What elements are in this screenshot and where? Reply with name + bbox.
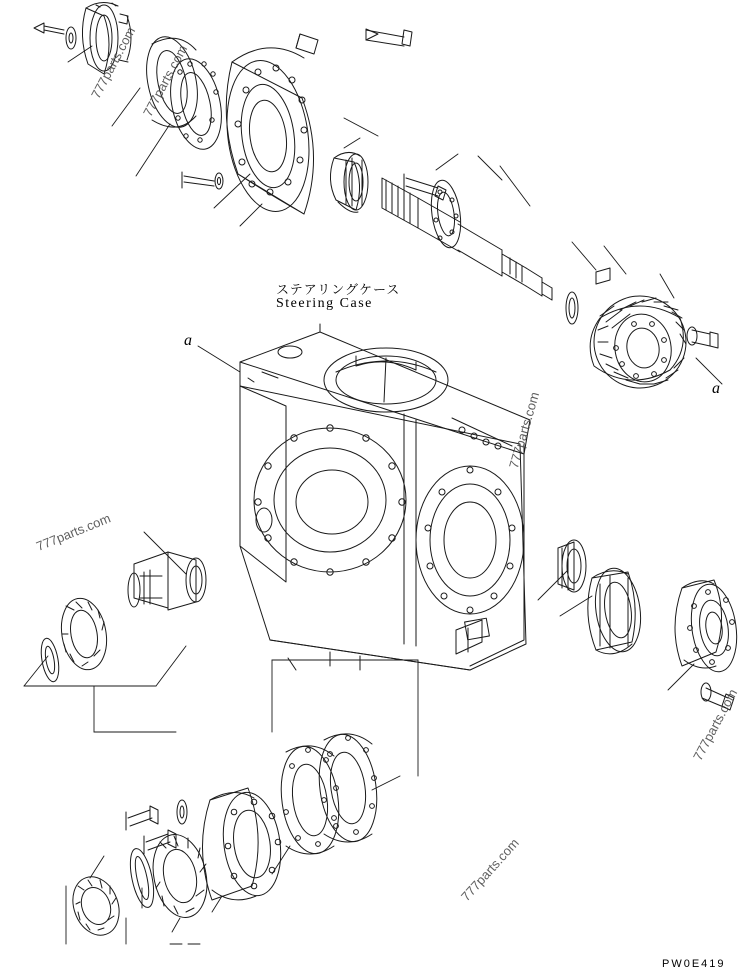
watermark-1: 777parts.com [88, 24, 139, 102]
bearing-cage-right [588, 565, 646, 654]
bearing-bottom [146, 830, 214, 923]
washer-bottom [177, 800, 187, 824]
watermark-3: 777parts.com [506, 390, 543, 471]
diagram-title-japanese: ステアリングケース [276, 283, 401, 298]
housing-cover-top [218, 34, 318, 217]
bearing-cup-right [558, 540, 586, 592]
washer-top-left [66, 27, 76, 49]
end-cover-right [675, 580, 742, 675]
spacer-shaft-right [596, 268, 610, 284]
diagram-title-english: Steering Case [276, 296, 373, 311]
section-callout-a-left: a [184, 332, 192, 349]
bevel-gear [590, 296, 686, 388]
bearing-cup-shaft [330, 152, 368, 212]
cover-bottom-center [202, 788, 286, 900]
watermark-2: 777parts.com [140, 42, 191, 120]
steering-case-housing [240, 324, 530, 670]
bolt-top-center [366, 29, 412, 46]
leader-lines [24, 46, 722, 944]
bolt-top-left-1 [34, 23, 64, 34]
watermark-6: 777parts.com [458, 835, 522, 905]
part-number-code: PW0E419 [662, 958, 726, 970]
bolt-lower-left-cover [182, 172, 223, 189]
bolt-gear-right [687, 327, 718, 348]
seal-ring-left [38, 637, 61, 683]
drive-shaft [382, 178, 552, 300]
lock-ring-bottom-left [65, 870, 127, 941]
watermark-4: 777parts.com [34, 510, 113, 554]
bearing-left [56, 595, 112, 674]
washer-shaft-right [566, 292, 578, 324]
bolt-bottom-1 [126, 806, 158, 830]
watermark-5: 777parts.com [690, 686, 741, 764]
section-callout-a-right: a [712, 380, 720, 397]
hub-left [128, 552, 206, 610]
